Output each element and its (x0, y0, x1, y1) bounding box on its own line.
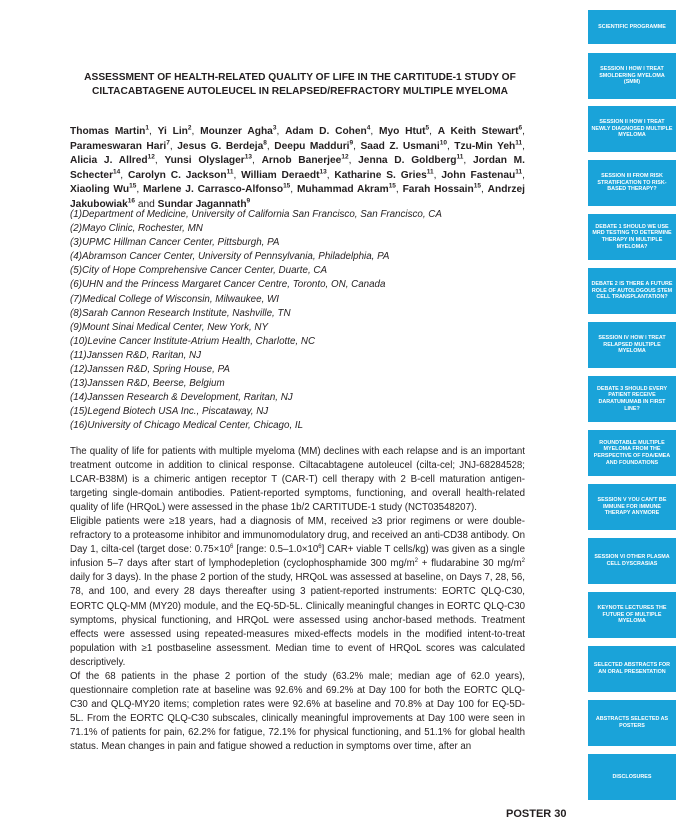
affiliation-item: (4)Abramson Cancer Center, University of Pennsylvania, Philadelphia, PA (70, 251, 390, 263)
author-name: Jesus G. Berdeja$^8$ (177, 139, 267, 152)
author-affiliation-number: 6 (518, 124, 523, 132)
author-name: Thomas Martin$^1$ (70, 124, 150, 137)
sidebar-nav-item[interactable]: DEBATE 3 SHOULD EVERY PATIENT RECEIVE DARATUMUMAB IN FIRST LINE? (588, 376, 676, 422)
author-affiliation-number: 11 (515, 139, 523, 147)
author-name: Saad Z. Usmani$^{10}$ (360, 139, 447, 152)
author-name: Myo Htut$^5$ (379, 124, 430, 137)
author-affiliation-number: 14 (113, 168, 121, 176)
author-list: Thomas Martin$^1$, Yi Lin$^2$, Mounzer Agha$^3$, Adam D. Cohen$^4$, Myo Htut$^5$, A Keith Stewart$^6$, Parameswaran Hari$^7$, Jesus G. Berdeja$^8$, Deepu Madduri$^9$, Saad Z. Usmani$^{10}$, Tzu-Min Yeh$^{11}$, Alicia J. Allred$^{12}$, Yunsi Olyslager$^{13}$, Arnob Banerjee$^{12}$, Jenna D. Goldberg$^{11}$, Jordan M. Schecter$^{14}$, Carolyn C. Jackson$^{11}$, William Deraedt$^{13}$, Katharine S. Gries$^{11}$, John Fastenau$^{11}$, Xiaoling Wu$^{15}$, Marlene J. Carrasco-Alfonso$^{15}$, Muhammad Akram$^{15}$, Farah Hossain$^{15}$, Andrzej Jakubowiak$^{16}$ and Sundar Jagannath$^9$ (70, 124, 525, 210)
author-affiliation-number: 11 (426, 168, 434, 176)
author-affiliation-number: 16 (127, 197, 135, 205)
abstract-body (70, 445, 525, 754)
author-name: Jordan M. Schecter$^{14}$ (70, 155, 525, 181)
affiliation-item: (2)Mayo Clinic, Rochester, MN (70, 223, 203, 235)
author-name: Jenna D. Goldberg$^{11}$ (358, 153, 464, 167)
sidebar-nav-item[interactable]: ABSTRACTS SELECTED AS POSTERS (588, 700, 676, 746)
author-affiliation-number: 11 (456, 153, 464, 161)
affiliation-item: (7)Medical College of Wisconsin, Milwaukee, WI (70, 293, 279, 305)
sidebar-nav-item[interactable]: SESSION IV HOW I TREAT RELAPSED MULTIPLE MYELOMA (588, 322, 676, 368)
affiliation-item: (8)Sarah Cannon Research Institute, Nashville, TN (70, 307, 291, 319)
affiliation-list (70, 208, 530, 434)
sidebar-nav-item[interactable]: SELECTED ABSTRACTS FOR AN ORAL PRESENTATION (588, 646, 676, 692)
author-name: Farah Hossain$^{15}$ (402, 182, 481, 196)
affiliation-item: (16)University of Chicago Medical Center, Chicago, IL (70, 420, 304, 432)
sidebar-nav-item[interactable]: SCIENTIFIC PROGRAMME (588, 10, 676, 44)
affiliation-item: (9)Mount Sinai Medical Center, New York, NY (70, 321, 269, 333)
sidebar-nav-item[interactable]: ROUNDTABLE MULTIPLE MYELOMA FROM THE PERSPECTIVE OF FDA/EMEA AND FOUNDATIONS (588, 430, 676, 476)
author-name: Yi Lin$^2$ (157, 124, 192, 137)
affiliation-item: (5)City of Hope Comprehensive Cancer Center, Duarte, CA (70, 265, 328, 277)
author-affiliation-number: 4 (366, 124, 371, 132)
poster-title: ASSESSMENT OF HEALTH-RELATED QUALITY OF LIFE IN THE CARTITUDE-1 STUDY OF CILTACABTAGENE AUTOLEUCEL IN RELAPSED/REFRACTORY MULTIPLE MYELOMA (84, 72, 516, 97)
affiliation-item: (15)Legend Biotech USA Inc., Piscataway, NJ (70, 406, 269, 418)
author-affiliation-number: 12 (147, 153, 155, 161)
author-name: Carolyn C. Jackson$^{11}$ (127, 168, 234, 181)
affiliation-item: (13)Janssen R&D, Beerse, Belgium (70, 378, 225, 390)
affiliation-item: (6)UHN and the Princess Margaret Cancer Centre, Toronto, ON, Canada (70, 279, 386, 291)
author-name: Arnob Banerjee$^{12}$ (261, 153, 349, 167)
author-affiliation-number: 10 (439, 139, 447, 147)
author-name: Xiaoling Wu$^{15}$ (70, 182, 137, 196)
author-affiliation-number: 11 (226, 168, 234, 176)
sidebar-nav-item[interactable]: SESSION III FROM RISK STRATIFICATION TO RISK-BASED THERAPY? (588, 160, 676, 206)
sidebar-navigation (588, 0, 676, 836)
affiliation-item: (11)Janssen R&D, Raritan, NJ (70, 349, 202, 361)
author-name: Sundar Jagannath$^9$ (157, 197, 251, 210)
author-name: Marlene J. Carrasco-Alfonso$^{15}$ (142, 182, 291, 196)
author-name: Yunsi Olyslager$^{13}$ (164, 153, 253, 167)
sidebar-nav-item[interactable]: DEBATE 1 SHOULD WE USE MRD TESTING TO DETERMINE THERAPY IN MULTIPLE MYELOMA? (588, 214, 676, 260)
author-affiliation-number: 9 (349, 139, 354, 147)
affiliation-item: (3)UPMC Hillman Cancer Center, Pittsburgh, PA (70, 237, 280, 249)
abstract-paragraph-methods: Eligible patients were ≥18 years, had a diagnosis of MM, received ≥3 prior regimens or were double-refractory to a proteasome inhibitor and immunomodulatory drug, and received an anti-CD38 antibody. On Day 1, cilta-cel (target dose: $0.75\times 10^6$ [range: $0.5-1.0\times 10^6$] CAR+ viable T cells/kg) was given as a single infusion 5–7 days after start of lymphodepletion (cyclophosphamide 300 $mg/m^2$ + fludarabine 30 $mg/m^2$ daily for 3 days). In the phase 2 portion of the study, HRQoL was assessed at baseline, on Days 7, 28, 56, 78, and 100, and every 28 days thereafter using 3 patient-reported instruments: EORTC QLQ-C30, EORTC QLQ-MM (MY20) module, and the EQ-5D-5L. Clinically meaningful changes in EORTC QLQ-C30 symptoms, physical functioning, and HRQoL were assessed using anchor-based methods. Treatment effects were assessed using repeated-measures mixed-effects models in the modified intent-to-treat population with ≥1 postbaseline assessment. Median time to event of HRQoL scores was calculated descriptively. (70, 516, 525, 668)
author-name: Deepu Madduri$^9$ (274, 139, 354, 152)
author-affiliation-number: 15 (388, 182, 396, 190)
author-name: John Fastenau$^{11}$ (441, 168, 523, 181)
author-name: Parameswaran Hari$^7$ (70, 139, 170, 152)
author-affiliation-number: 11 (515, 168, 523, 176)
author-name: William Deraedt$^{13}$ (241, 168, 327, 181)
sidebar-nav-item[interactable]: SESSION VI OTHER PLASMA CELL DYSCRASIAS (588, 538, 676, 584)
poster-number: POSTER 30 (506, 808, 567, 820)
author-affiliation-number: 2 (187, 124, 192, 132)
affiliation-item: (14)Janssen Research & Development, Raritan, NJ (70, 392, 293, 404)
author-name: Adam D. Cohen$^4$ (285, 124, 371, 137)
abstract-paragraph-results: Of the 68 patients in the phase 2 portion of the study (63.2% male; median age of 62.0 years), questionnaire completion rate at baseline was 92.6% and 69.2% at Day 100 for both the EORTC QLQ-C30 and QLQ-MY20 items; completion rates were 92.6% at baseline and 70.8% at Day 100 for EQ-5D-5L. From the EORTC QLQ-C30 subscales, clinically meaningful improvements at Day 100 were seen in 71.1% of patients for pain, 62.2% for fatigue, 72.1% for physical functioning, and 51.1% for global health status. Mean changes in pain and fatigue showed a reduction in symptoms over time, after an (70, 670, 525, 752)
author-name: Muhammad Akram$^{15}$ (296, 182, 396, 196)
author-name: A Keith Stewart$^6$ (437, 124, 523, 137)
sidebar-nav-item[interactable]: KEYNOTE LECTURES THE FUTURE OF MULTIPLE MYELOMA (588, 592, 676, 638)
affiliation-item: (12)Janssen R&D, Spring House, PA (70, 364, 230, 376)
author-affiliation-number: 12 (341, 153, 349, 161)
affiliation-item: (1)Department of Medicine, University of California San Francisco, San Francisco, CA (70, 209, 442, 220)
author-name: Alicia J. Allred$^{12}$ (70, 153, 155, 167)
sidebar-nav-item[interactable]: DISCLOSURES (588, 754, 676, 800)
author-affiliation-number: 8 (263, 139, 267, 147)
sidebar-nav-item[interactable]: SESSION II HOW I TREAT NEWLY DIAGNOSED MULTIPLE MYELOMA (588, 106, 676, 152)
affiliation-item: (10)Levine Cancer Institute-Atrium Health, Charlotte, NC (70, 335, 316, 347)
author-name: Andrzej Jakubowiak$^{16}$ (70, 184, 525, 210)
author-affiliation-number: 13 (244, 153, 253, 161)
abstract-paragraph-background: The quality of life for patients with multiple myeloma (MM) declines with each relapse and is an important treatment outcome in addition to clinical response. Ciltacabtagene autoleucel (cilta-cel; JNJ-68284528; LCAR-B38M) is a chimeric antigen receptor T (CAR-T) cell therapy with 2 B-cell maturation antigen-targeting single-domain antibodies. Patient-reported symptoms, functioning, and overall health-related quality of life (HRQoL) were assessed in the phase 1b/2 CARTITUDE-1 study (NCT03548207). (70, 446, 525, 514)
sidebar-nav-item[interactable]: DEBATE 2 IS THERE A FUTURE ROLE OF AUTOLOGOUS STEM CELL TRANSPLANTATION? (588, 268, 676, 314)
author-name: Katharine S. Gries$^{11}$ (334, 168, 434, 181)
author-affiliation-number: 5 (425, 124, 430, 132)
author-affiliation-number: 15 (283, 182, 291, 190)
author-affiliation-number: 7 (166, 139, 170, 147)
author-affiliation-number: 15 (473, 182, 481, 190)
sidebar-nav-item[interactable]: SESSION V YOU CAN'T BE IMMUNE FOR IMMUNE THERAPY ANYMORE (588, 484, 676, 530)
author-name: Tzu-Min Yeh$^{11}$ (454, 139, 523, 152)
sidebar-nav-item[interactable]: SESSION I HOW I TREAT SMOLDERING MYELOMA (SMM) (588, 53, 676, 99)
author-affiliation-number: 1 (145, 124, 150, 132)
author-affiliation-number: 13 (319, 168, 327, 176)
author-affiliation-number: 15 (129, 182, 137, 190)
author-affiliation-number: 9 (246, 197, 251, 205)
author-affiliation-number: 3 (272, 124, 277, 132)
author-name: Mounzer Agha$^3$ (200, 124, 277, 137)
